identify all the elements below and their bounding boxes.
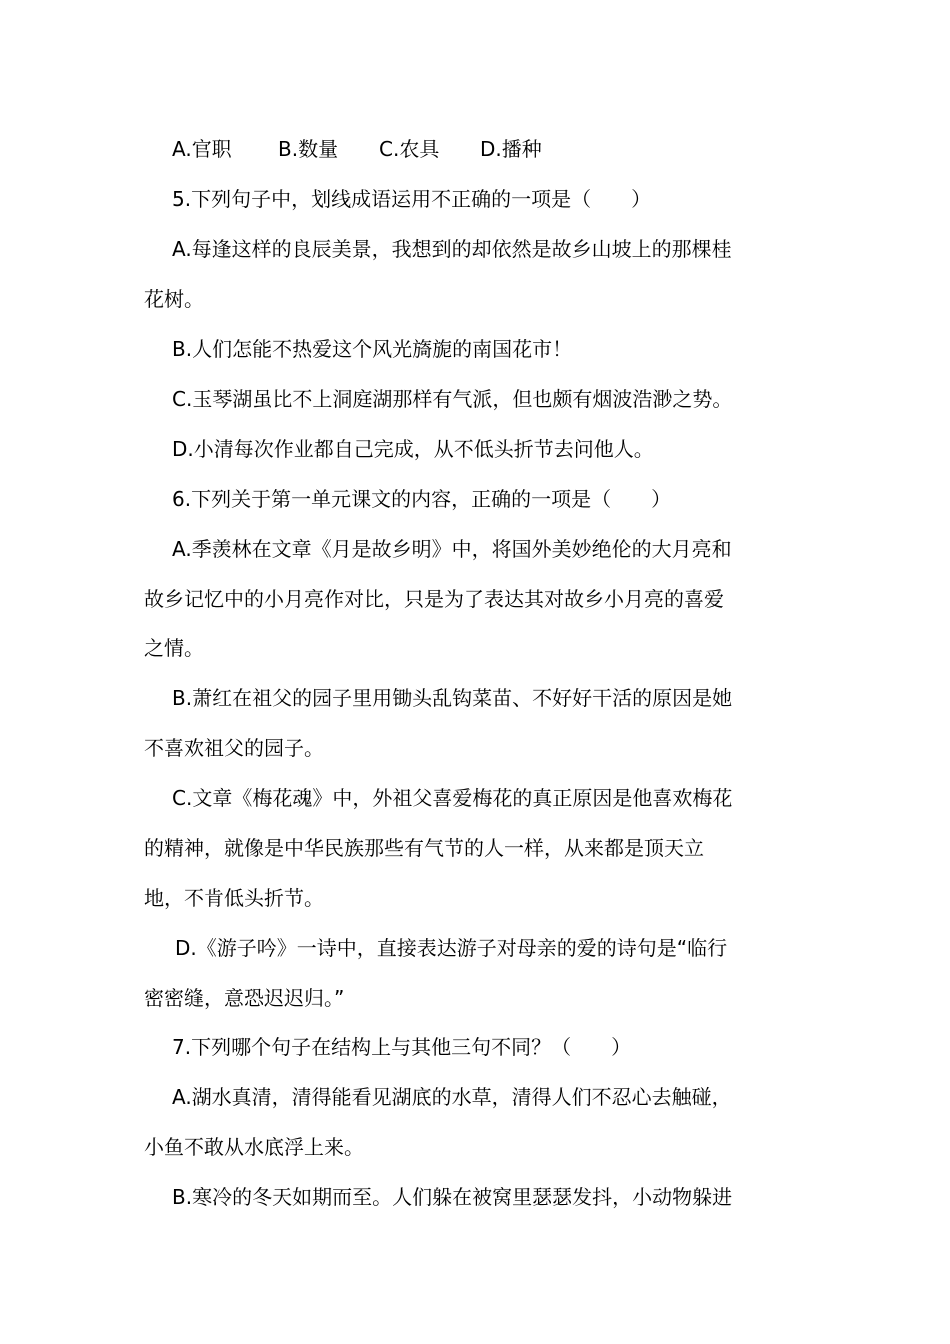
q4-option-a: A.官职 xyxy=(172,137,232,161)
q7-option-b-line1: B.寒冷的冬天如期而至。人们躲在被窝里瑟瑟发抖，小动物躲进 xyxy=(172,1185,733,1209)
q6-stem: 6.下列关于第一单元课文的内容，正确的一项是（ ） xyxy=(172,487,672,511)
q6-option-a-line2: 故乡记忆中的小月亮作对比，只是为了表达其对故乡小月亮的喜爱 xyxy=(144,587,724,611)
q6-option-b-line1: B.萧红在祖父的园子里用锄头乱钩菜苗、不好好干活的原因是她 xyxy=(172,686,733,710)
q7-option-a-line2: 小鱼不敢从水底浮上来。 xyxy=(144,1135,364,1159)
q6-option-d-line2: 密密缝，意恐迟迟归。” xyxy=(144,986,345,1010)
q7-option-a-line1: A.湖水真清，清得能看见湖底的水草，清得人们不忍心去触碰， xyxy=(172,1085,732,1109)
q6-option-c-line2: 的精神，就像是中华民族那些有气节的人一样，从来都是顶天立 xyxy=(144,836,704,860)
q4-option-b: B.数量 xyxy=(278,137,339,161)
q4-option-c: C.农具 xyxy=(379,137,440,161)
q5-option-a-line1: A.每逢这样的良辰美景，我想到的却依然是故乡山坡上的那棵桂 xyxy=(172,237,732,261)
q5-stem: 5.下列句子中，划线成语运用不正确的一项是（ ） xyxy=(172,187,652,211)
q7-stem: 7.下列哪个句子在结构上与其他三句不同？（ ） xyxy=(172,1035,632,1059)
q4-options xyxy=(172,135,542,163)
q6-option-b-line2: 不喜欢祖父的园子。 xyxy=(144,736,324,760)
q6-option-c-line3: 地，不肯低头折节。 xyxy=(144,886,324,910)
q5-option-a-line2: 花树。 xyxy=(144,287,204,311)
q6-option-a-line3: 之情。 xyxy=(144,636,204,660)
q5-option-d: D.小清每次作业都自己完成，从不低头折节去问他人。 xyxy=(172,437,654,461)
q6-option-c-line1: C.文章《梅花魂》中，外祖父喜爱梅花的真正原因是他喜欢梅花 xyxy=(172,786,733,810)
q6-option-a-line1: A.季羡林在文章《月是故乡明》中，将国外美妙绝伦的大月亮和 xyxy=(172,537,732,561)
q5-option-b: B.人们怎能不热爱这个风光旖旎的南国花市！ xyxy=(172,337,573,361)
q6-option-d-line1: D.《游子吟》一诗中，直接表达游子对母亲的爱的诗句是“临行 xyxy=(175,936,728,960)
q4-option-d: D.播种 xyxy=(480,137,542,161)
q5-option-c: C.玉琴湖虽比不上洞庭湖那样有气派，但也颇有烟波浩渺之势。 xyxy=(172,387,733,411)
